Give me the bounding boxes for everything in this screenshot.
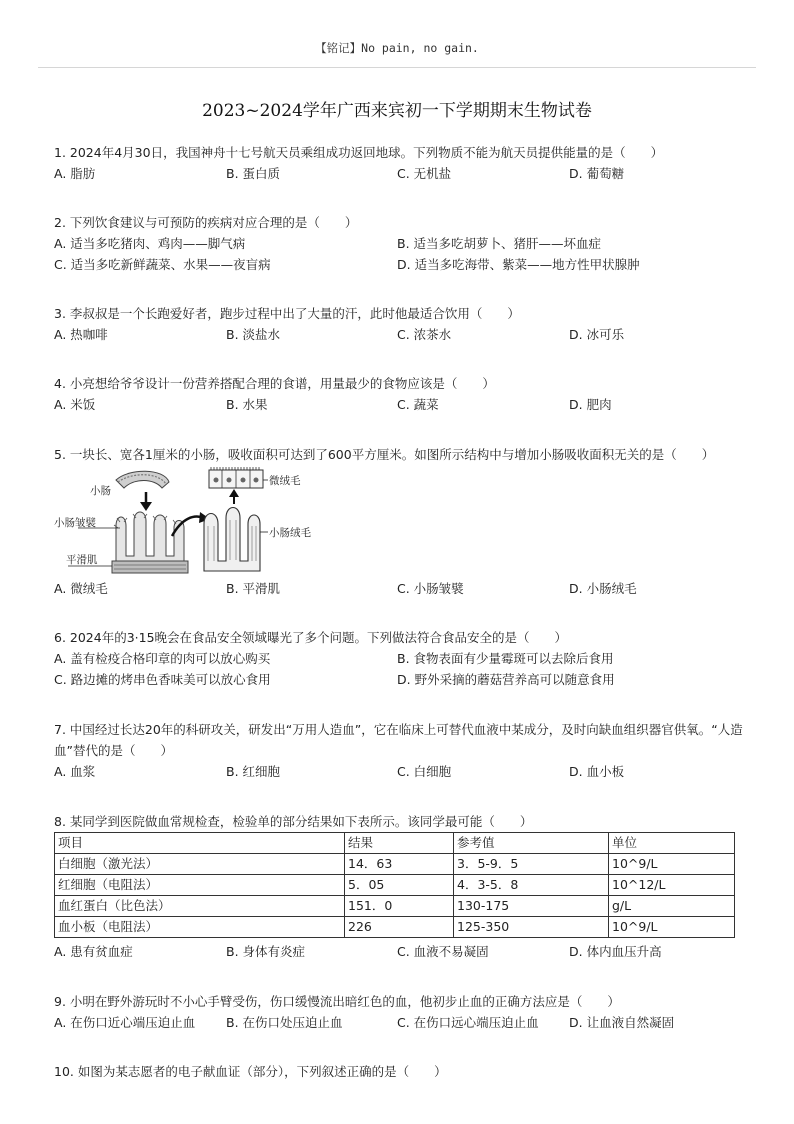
label-small-intestine: 小肠	[90, 485, 111, 497]
option-d[interactable]: D. 血小板	[569, 764, 625, 779]
question-7	[54, 719, 744, 782]
table-cell: 226	[345, 917, 454, 938]
table-cell: 血小板（电阻法）	[55, 917, 345, 938]
option-c[interactable]: C. 白细胞	[397, 764, 452, 779]
option-c[interactable]: C. 适当多吃新鲜蔬菜、水果——夜盲病	[54, 257, 271, 272]
label-villi: 小肠绒毛	[269, 527, 311, 539]
label-intestinal-folds: 小肠皱襞	[54, 517, 96, 529]
smooth-muscle-layer	[112, 561, 188, 573]
option-c[interactable]: C. 无机盐	[397, 166, 452, 181]
table-cell: 5．05	[345, 875, 454, 896]
option-a[interactable]: A. 盖有检疫合格印章的肉可以放心购买	[54, 651, 271, 666]
page-title: 2023~2024学年广西来宾初一下学期期末生物试卷	[202, 101, 592, 121]
question-8	[54, 811, 744, 832]
question-stem: 1. 2024年4月30日，我国神舟十七号航天员乘组成功返回地球。下列物质不能为航天员提供能量的是（ ）	[54, 145, 664, 160]
question-5	[54, 444, 744, 465]
table-cell: g/L	[609, 896, 735, 917]
header-divider	[38, 67, 756, 68]
question-3	[54, 303, 744, 345]
table-row	[55, 875, 735, 896]
option-d[interactable]: D. 让血液自然凝固	[569, 1015, 675, 1030]
question-4	[54, 373, 744, 415]
question-6	[54, 627, 744, 690]
table-cell: 3．5-9．5	[454, 854, 609, 875]
table-header-cell: 单位	[609, 833, 735, 854]
table-row	[55, 854, 735, 875]
option-b[interactable]: B. 食物表面有少量霉斑可以去除后食用	[397, 651, 614, 666]
option-d[interactable]: D. 肥肉	[569, 397, 612, 412]
question-stem: 4. 小亮想给爷爷设计一份营养搭配合理的食谱，用量最少的食物应该是（ ）	[54, 376, 495, 391]
cell-nucleus	[227, 478, 232, 483]
option-a[interactable]: A. 微绒毛	[54, 581, 108, 596]
cell-nucleus	[214, 478, 219, 483]
cell-nucleus	[254, 478, 259, 483]
table-cell: 血红蛋白（比色法）	[55, 896, 345, 917]
option-b[interactable]: B. 在伤口处压迫止血	[226, 1015, 343, 1030]
question-stem: 3. 李叔叔是一个长跑爱好者，跑步过程中出了大量的汗，此时他最适合饮用（ ）	[54, 306, 520, 321]
option-b[interactable]: B. 平滑肌	[226, 581, 281, 596]
table-header-cell: 参考值	[454, 833, 609, 854]
question-stem: 2. 下列饮食建议与可预防的疾病对应合理的是（ ）	[54, 215, 358, 230]
question-8-options	[54, 941, 744, 962]
table-cell: 白细胞（激光法）	[55, 854, 345, 875]
option-b[interactable]: B. 红细胞	[226, 764, 281, 779]
table-cell: 10^12/L	[609, 875, 735, 896]
option-a[interactable]: A. 适当多吃猪肉、鸡肉——脚气病	[54, 236, 246, 251]
option-b[interactable]: B. 蛋白质	[226, 166, 281, 181]
option-d[interactable]: D. 野外采摘的蘑菇营养高可以随意食用	[397, 672, 615, 687]
question-stem: 8. 某同学到医院做血常规检查，检验单的部分结果如下表所示。该同学最可能（ ）	[54, 814, 533, 829]
option-a[interactable]: A. 热咖啡	[54, 327, 108, 342]
table-row	[55, 917, 735, 938]
option-c[interactable]: C. 在伤口远心端压迫止血	[397, 1015, 539, 1030]
option-a[interactable]: A. 患有贫血症	[54, 944, 133, 959]
option-c[interactable]: C. 浓茶水	[397, 327, 452, 342]
option-d[interactable]: D. 体内血压升高	[569, 944, 662, 959]
label-smooth-muscle: 平滑肌	[66, 554, 98, 566]
table-cell: 130-175	[454, 896, 609, 917]
arrow-up-head	[229, 489, 239, 497]
question-stem: 6. 2024年的3·15晚会在食品安全领域曝光了多个问题。下列做法符合食品安全的是（ ）	[54, 630, 568, 645]
option-c[interactable]: C. 小肠皱襞	[397, 581, 464, 596]
option-c[interactable]: C. 蔬菜	[397, 397, 439, 412]
cell-nucleus	[241, 478, 246, 483]
question-stem: 9. 小明在野外游玩时不小心手臂受伤，伤口缓慢流出暗红色的血，他初步止血的正确方法应是（ ）	[54, 994, 620, 1009]
table-cell: 151．0	[345, 896, 454, 917]
option-b[interactable]: B. 淡盐水	[226, 327, 281, 342]
small-intestine-figure	[54, 466, 314, 581]
option-a[interactable]: A. 在伤口近心端压迫止血	[54, 1015, 196, 1030]
question-9	[54, 991, 744, 1033]
question-stem: 5. 一块长、宽各1厘米的小肠，吸收面积可达到了600平方厘米。如图所示结构中与增加小肠吸收面积无关的是（ ）	[54, 447, 715, 462]
question-1	[54, 142, 744, 184]
option-b[interactable]: B. 身体有炎症	[226, 944, 306, 959]
table-header-row	[55, 833, 735, 854]
table-cell: 红细胞（电阻法）	[55, 875, 345, 896]
intestine-loop-shape	[116, 471, 169, 488]
table-cell: 14．63	[345, 854, 454, 875]
option-b[interactable]: B. 水果	[226, 397, 268, 412]
question-stem: 7. 中国经过长达20年的科研攻关，研发出“万用人造血”，它在临床上可替代血液中某成分，及时向缺血组织器官供氧。“人造血”替代的是（ ）	[54, 722, 743, 758]
table-cell: 125-350	[454, 917, 609, 938]
table-cell: 10^9/L	[609, 854, 735, 875]
question-2	[54, 212, 744, 275]
option-c[interactable]: C. 血液不易凝固	[397, 944, 489, 959]
option-c[interactable]: C. 路边摊的烤串色香味美可以放心食用	[54, 672, 271, 687]
option-a[interactable]: A. 血浆	[54, 764, 96, 779]
option-d[interactable]: D. 葡萄糖	[569, 166, 625, 181]
header-motto: 【铭记】No pain, no gain.	[315, 41, 479, 55]
question-10	[54, 1061, 744, 1082]
label-microvilli: 微绒毛	[269, 475, 301, 487]
table-header-cell: 结果	[345, 833, 454, 854]
blood-test-table	[54, 832, 735, 938]
table-row	[55, 896, 735, 917]
option-a[interactable]: A. 米饭	[54, 397, 96, 412]
arrow-down-head	[140, 502, 152, 511]
option-d[interactable]: D. 适当多吃海带、紫菜——地方性甲状腺肿	[397, 257, 640, 272]
option-d[interactable]: D. 冰可乐	[569, 327, 625, 342]
question-stem: 10. 如图为某志愿者的电子献血证（部分），下列叙述正确的是（ ）	[54, 1064, 447, 1079]
question-5-options	[54, 578, 744, 599]
table-cell: 10^9/L	[609, 917, 735, 938]
table-header-cell: 项目	[55, 833, 345, 854]
option-a[interactable]: A. 脂肪	[54, 166, 96, 181]
option-b[interactable]: B. 适当多吃胡萝卜、猪肝——坏血症	[397, 236, 602, 251]
option-d[interactable]: D. 小肠绒毛	[569, 581, 637, 596]
table-cell: 4．3-5．8	[454, 875, 609, 896]
